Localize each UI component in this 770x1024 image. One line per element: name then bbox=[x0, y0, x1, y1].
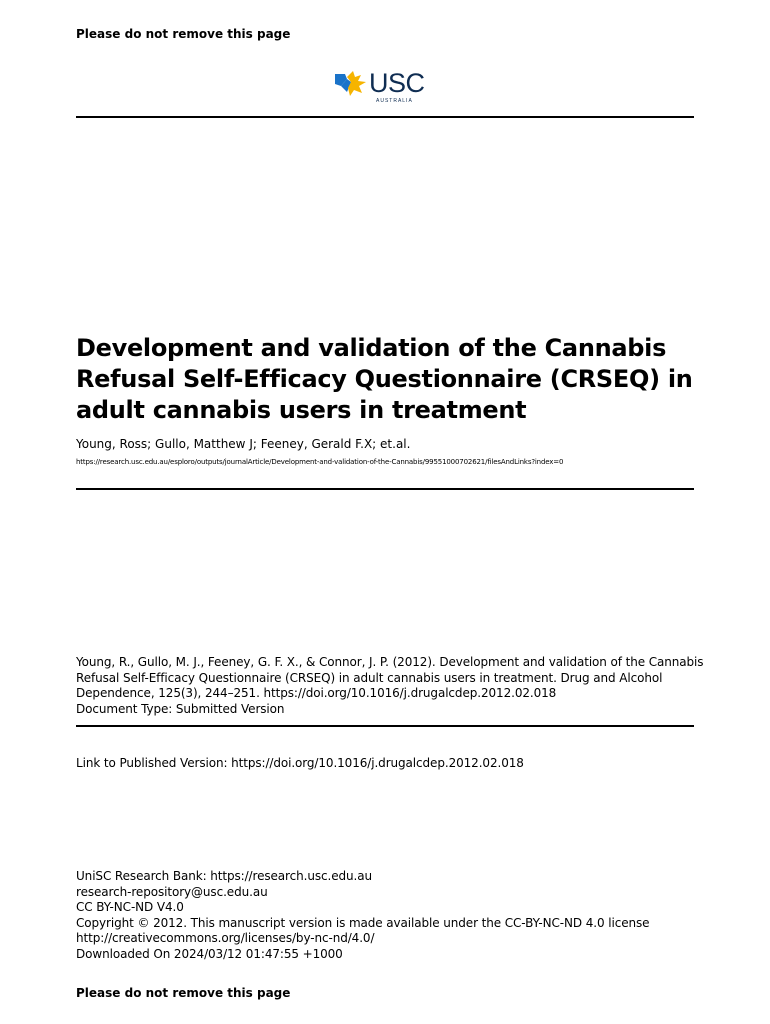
footer-block bbox=[76, 869, 696, 962]
divider bbox=[76, 116, 694, 118]
divider bbox=[76, 725, 694, 727]
document-type: Document Type: Submitted Version bbox=[76, 701, 285, 716]
citation-line: Refusal Self-Efficacy Questionnaire (CRSEQ) in adult cannabis users in treatment. Drug and Alcohol bbox=[76, 670, 663, 685]
logo-subtext: AUSTRALIA bbox=[376, 98, 413, 104]
bottom-notice: Please do not remove this page bbox=[76, 986, 291, 1000]
license-link[interactable]: http://creativecommons.org/licenses/by-nc-nd/4.0/ bbox=[76, 931, 375, 945]
download-timestamp: Downloaded On 2024/03/12 01:47:55 +1000 bbox=[76, 946, 343, 961]
copyright-text: Copyright © 2012. This manuscript version is made available under the CC-BY-NC-ND 4.0 license bbox=[76, 915, 650, 930]
authors: Young, Ross; Gullo, Matthew J; Feeney, Gerald F.X; et.al. bbox=[76, 437, 411, 451]
usc-logo-mark-icon bbox=[333, 68, 369, 98]
repository-link[interactable]: https://research.usc.edu.au/esploro/outputs/journalArticle/Development-and-validation-of-the-Cannabis/99551000702621/filesAndLinks?index=0 bbox=[76, 458, 564, 466]
published-version-block bbox=[76, 756, 696, 772]
citation-line: Dependence, 125(3), 244–251. https://doi.org/10.1016/j.drugalcdep.2012.02.018 bbox=[76, 686, 557, 700]
divider bbox=[76, 488, 694, 490]
usc-logo bbox=[333, 68, 433, 108]
top-notice: Please do not remove this page bbox=[76, 27, 291, 41]
page-title: Development and validation of the Cannabis Refusal Self-Efficacy Questionnaire (CRSEQ) in adult cannabis users in treatment bbox=[76, 334, 693, 424]
research-bank-link[interactable]: UniSC Research Bank: https://research.usc.edu.au bbox=[76, 869, 372, 883]
repository-email[interactable]: research-repository@usc.edu.au bbox=[76, 884, 268, 899]
citation-block bbox=[76, 655, 704, 717]
citation-line: Young, R., Gullo, M. J., Feeney, G. F. X., & Connor, J. P. (2012). Development and validation of the Cannabis bbox=[76, 655, 704, 669]
license-label: CC BY-NC-ND V4.0 bbox=[76, 900, 184, 914]
logo-wordmark: USC bbox=[369, 68, 425, 98]
published-version-link[interactable]: Link to Published Version: https://doi.org/10.1016/j.drugalcdep.2012.02.018 bbox=[76, 756, 524, 770]
